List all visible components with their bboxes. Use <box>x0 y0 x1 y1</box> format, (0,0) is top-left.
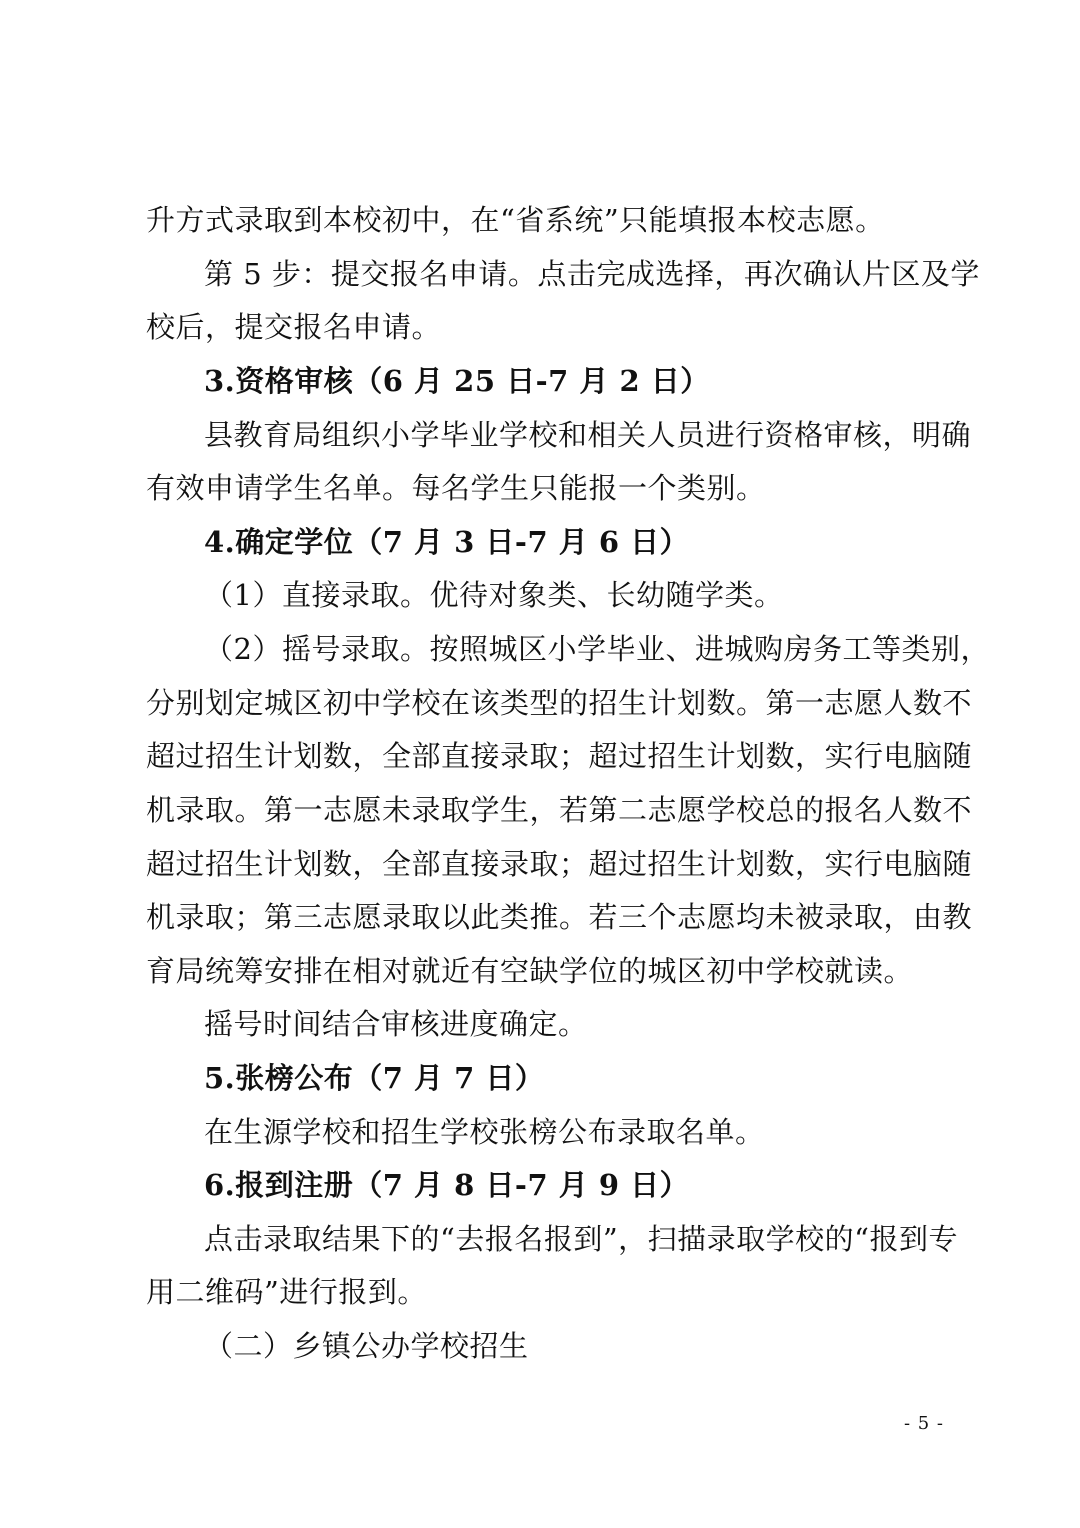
paragraph-line: 用二维码”进行报到。 <box>146 1275 427 1309</box>
page-number: - 5 - <box>903 1413 944 1434</box>
paragraph-line: （2）摇号录取。按照城区小学毕业、进城购房务工等类别， <box>204 632 990 666</box>
paragraph-line: 第 5 步：提交报名申请。点击完成选择，再次确认片区及学 <box>204 257 980 291</box>
paragraph-line: 升方式录取到本校初中，在“省系统”只能填报本校志愿。 <box>146 203 885 237</box>
paragraph-line: 县教育局组织小学毕业学校和相关人员进行资格审核，明确 <box>204 418 972 452</box>
paragraph-line: 摇号时间结合审核进度确定。 <box>204 1007 588 1041</box>
paragraph-line: 超过招生计划数，全部直接录取；超过招生计划数，实行电脑随 <box>146 739 973 773</box>
paragraph-line: 分别划定城区初中学校在该类型的招生计划数。第一志愿人数不 <box>146 686 973 720</box>
section-heading-qualification-review: 3.资格审核（6 月 25 日-7 月 2 日） <box>204 364 710 398</box>
section-heading-determine-places: 4.确定学位（7 月 3 日-7 月 6 日） <box>204 525 690 559</box>
section-heading-public-announcement: 5.张榜公布（7 月 7 日） <box>204 1061 545 1095</box>
paragraph-line: （1）直接录取。优待对象类、长幼随学类。 <box>204 578 784 612</box>
paragraph-line: 校后，提交报名申请。 <box>146 310 442 344</box>
paragraph-line: 机录取。第一志愿未录取学生，若第二志愿学校总的报名人数不 <box>146 793 973 827</box>
section-heading-township-schools: （二）乡镇公办学校招生 <box>204 1329 529 1363</box>
paragraph-line: 机录取；第三志愿录取以此类推。若三个志愿均未被录取，由教 <box>146 900 973 934</box>
section-heading-registration: 6.报到注册（7 月 8 日-7 月 9 日） <box>204 1168 690 1202</box>
paragraph-line: 超过招生计划数，全部直接录取；超过招生计划数，实行电脑随 <box>146 847 973 881</box>
paragraph-line: 育局统筹安排在相对就近有空缺学位的城区初中学校就读。 <box>146 954 914 988</box>
paragraph-line: 有效申请学生名单。每名学生只能报一个类别。 <box>146 471 766 505</box>
paragraph-line: 在生源学校和招生学校张榜公布录取名单。 <box>204 1115 765 1149</box>
paragraph-line: 点击录取结果下的“去报名报到”，扫描录取学校的“报到专 <box>204 1222 958 1256</box>
